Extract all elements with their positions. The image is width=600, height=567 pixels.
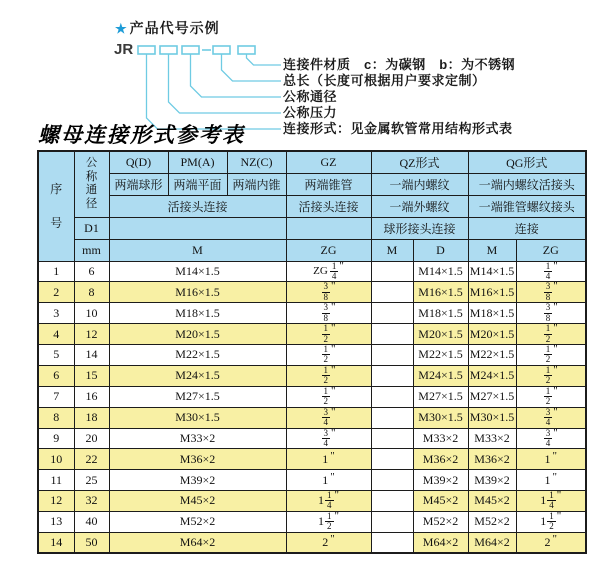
unit-d: D bbox=[413, 239, 468, 261]
cell-qz-d: M33×2 bbox=[413, 428, 468, 449]
table-row bbox=[38, 449, 586, 470]
cell-m-thread: M20×1.5 bbox=[109, 324, 286, 345]
cell-gz: 1 $\frac{1}{2}$ " bbox=[286, 511, 371, 532]
cell-seq: 13 bbox=[38, 511, 74, 532]
cell-qz-d: M36×2 bbox=[413, 449, 468, 470]
code-box-1 bbox=[138, 46, 155, 54]
header-row-1 bbox=[38, 151, 586, 173]
cell-m-thread: M14×1.5 bbox=[109, 261, 286, 282]
group-nzc: NZ(C) bbox=[227, 151, 286, 173]
table-row bbox=[38, 386, 586, 407]
ends-qg: 一端内螺纹活接头 bbox=[468, 173, 586, 195]
ends-nzc: 两端内锥 bbox=[227, 173, 286, 195]
product-code-prefix: JR bbox=[114, 41, 134, 58]
cell-qg-zg: $\frac{1}{2}$ " bbox=[516, 386, 586, 407]
cell-dn: 16 bbox=[74, 386, 109, 407]
unit-zg1: ZG bbox=[286, 239, 371, 261]
cell-seq: 14 bbox=[38, 532, 74, 553]
table-row bbox=[38, 303, 586, 324]
diagram-title bbox=[115, 18, 220, 38]
cell-dn: 40 bbox=[74, 511, 109, 532]
ends-gz: 两端锥管 bbox=[286, 173, 371, 195]
cell-qz-d: M39×2 bbox=[413, 470, 468, 491]
header-row-3 bbox=[38, 195, 586, 217]
cell-m-thread: M16×1.5 bbox=[109, 282, 286, 303]
nut-connection-reference-table bbox=[37, 150, 587, 554]
table-row bbox=[38, 511, 586, 532]
dn-char-2: 称 bbox=[85, 170, 98, 183]
cell-dn: 10 bbox=[74, 303, 109, 324]
cell-qg-zg: 1 $\frac{1}{2}$ " bbox=[516, 511, 586, 532]
cell-m-thread: M22×1.5 bbox=[109, 345, 286, 366]
cell-qz-m bbox=[371, 324, 413, 345]
cell-gz: 1 $\frac{1}{4}$ " bbox=[286, 490, 371, 511]
cell-m-thread: M30×1.5 bbox=[109, 407, 286, 428]
table-row bbox=[38, 365, 586, 386]
cell-gz: 1 " bbox=[286, 449, 371, 470]
col-header-d1: D1 bbox=[74, 217, 109, 239]
cell-qz-d: M20×1.5 bbox=[413, 324, 468, 345]
table-row bbox=[38, 345, 586, 366]
cell-gz: $\frac{1}{2}$ " bbox=[286, 345, 371, 366]
cell-qg-zg: 1 " bbox=[516, 470, 586, 491]
cell-seq: 6 bbox=[38, 365, 74, 386]
cell-dn: 20 bbox=[74, 428, 109, 449]
unit-m2: M bbox=[371, 239, 413, 261]
conn-union-2: 活接头连接 bbox=[286, 195, 371, 217]
table-row bbox=[38, 261, 586, 282]
cell-dn: 25 bbox=[74, 470, 109, 491]
cell-qz-d: M52×2 bbox=[413, 511, 468, 532]
star-icon: ★ bbox=[115, 21, 128, 36]
cell-seq: 4 bbox=[38, 324, 74, 345]
cell-qz-m bbox=[371, 386, 413, 407]
header-row-4 bbox=[38, 217, 586, 239]
cell-qg-m: M14×1.5 bbox=[468, 261, 516, 282]
seq-char-2: 号 bbox=[50, 216, 63, 231]
cell-qg-m: M22×1.5 bbox=[468, 345, 516, 366]
dn-char-4: 径 bbox=[85, 197, 98, 210]
cell-dn: 22 bbox=[74, 449, 109, 470]
cell-m-thread: M33×2 bbox=[109, 428, 286, 449]
cell-m-thread: M39×2 bbox=[109, 470, 286, 491]
cell-qz-d: M24×1.5 bbox=[413, 365, 468, 386]
cell-seq: 3 bbox=[38, 303, 74, 324]
cell-qg-m: M20×1.5 bbox=[468, 324, 516, 345]
cell-gz: $\frac{3}{4}$ " bbox=[286, 428, 371, 449]
cell-gz: 1 " bbox=[286, 470, 371, 491]
leader-line-length bbox=[222, 54, 282, 81]
cell-qg-m: M45×2 bbox=[468, 490, 516, 511]
table-row bbox=[38, 282, 586, 303]
dn-char-3: 通 bbox=[85, 184, 98, 197]
cell-qg-m: M16×1.5 bbox=[468, 282, 516, 303]
cell-seq: 7 bbox=[38, 386, 74, 407]
leader-line-pressure bbox=[169, 54, 282, 113]
cell-qz-m bbox=[371, 345, 413, 366]
table-row bbox=[38, 407, 586, 428]
leader-line-material bbox=[247, 54, 282, 65]
label-connector-material: 连接件材质 c：为碳钢 b：为不锈钢 bbox=[283, 57, 516, 72]
cell-seq: 12 bbox=[38, 490, 74, 511]
cell-qg-m: M52×2 bbox=[468, 511, 516, 532]
cell-seq: 1 bbox=[38, 261, 74, 282]
code-box-4 bbox=[213, 46, 230, 54]
cell-seq: 9 bbox=[38, 428, 74, 449]
cell-qz-m bbox=[371, 490, 413, 511]
group-qz: QZ形式 bbox=[371, 151, 468, 173]
cell-qz-m bbox=[371, 407, 413, 428]
code-box-5 bbox=[238, 46, 255, 54]
conn-ext-thread: 一端外螺纹 bbox=[371, 195, 468, 217]
cell-qg-m: M18×1.5 bbox=[468, 303, 516, 324]
cell-qg-zg: $\frac{3}{8}$ " bbox=[516, 303, 586, 324]
diagram-title-text: 产品代号示例 bbox=[129, 20, 220, 36]
table-title: 螺母连接形式参考表 bbox=[38, 122, 245, 147]
cell-qg-zg: $\frac{3}{4}$ " bbox=[516, 407, 586, 428]
cell-dn: 32 bbox=[74, 490, 109, 511]
cell-qz-m bbox=[371, 470, 413, 491]
ends-qd: 两端球形 bbox=[109, 173, 168, 195]
cell-m-thread: M24×1.5 bbox=[109, 365, 286, 386]
cell-gz: 2 " bbox=[286, 532, 371, 553]
group-pma: PM(A) bbox=[168, 151, 227, 173]
table-row bbox=[38, 532, 586, 553]
ends-qz: 一端内螺纹 bbox=[371, 173, 468, 195]
cell-qg-zg: $\frac{1}{2}$ " bbox=[516, 365, 586, 386]
cell-qz-d: M14×1.5 bbox=[413, 261, 468, 282]
cell-dn: 6 bbox=[74, 261, 109, 282]
cell-dn: 15 bbox=[74, 365, 109, 386]
table-row bbox=[38, 470, 586, 491]
cell-qz-m bbox=[371, 282, 413, 303]
conn-label: 连接 bbox=[468, 217, 586, 239]
cell-m-thread: M64×2 bbox=[109, 532, 286, 553]
cell-qg-m: M39×2 bbox=[468, 470, 516, 491]
cell-qg-zg: 1 " bbox=[516, 449, 586, 470]
cell-qg-zg: $\frac{3}{4}$ " bbox=[516, 428, 586, 449]
cell-qg-m: M30×1.5 bbox=[468, 407, 516, 428]
header-row-5 bbox=[38, 239, 586, 261]
cell-seq: 8 bbox=[38, 407, 74, 428]
group-qd: Q(D) bbox=[109, 151, 168, 173]
cell-gz: ZG $\frac{1}{4}$ " bbox=[286, 261, 371, 282]
label-nominal-pressure: 公称压力 bbox=[283, 105, 338, 120]
cell-qg-zg: $\frac{1}{2}$ " bbox=[516, 324, 586, 345]
cell-qg-zg: $\frac{1}{4}$ " bbox=[516, 261, 586, 282]
col-header-mm: mm bbox=[74, 239, 109, 261]
cell-qz-m bbox=[371, 532, 413, 553]
cell-m-thread: M45×2 bbox=[109, 490, 286, 511]
header-row-2 bbox=[38, 173, 586, 195]
cell-qg-m: M64×2 bbox=[468, 532, 516, 553]
cell-qg-m: M33×2 bbox=[468, 428, 516, 449]
cell-gz: $\frac{1}{2}$ " bbox=[286, 365, 371, 386]
conn-union-1: 活接头连接 bbox=[109, 195, 286, 217]
unit-zg2: ZG bbox=[516, 239, 586, 261]
cell-gz: $\frac{3}{8}$ " bbox=[286, 303, 371, 324]
cell-gz: $\frac{3}{8}$ " bbox=[286, 282, 371, 303]
leader-line-diameter bbox=[191, 54, 282, 97]
cell-qz-m bbox=[371, 365, 413, 386]
cell-qg-zg: 1 $\frac{1}{4}$ " bbox=[516, 490, 586, 511]
table-row bbox=[38, 428, 586, 449]
label-total-length: 总长（长度可根据用户要求定制） bbox=[283, 73, 486, 88]
cell-dn: 12 bbox=[74, 324, 109, 345]
cell-dn: 8 bbox=[74, 282, 109, 303]
cell-qz-m bbox=[371, 511, 413, 532]
cell-qz-d: M16×1.5 bbox=[413, 282, 468, 303]
group-gz: GZ bbox=[286, 151, 371, 173]
empty-cell bbox=[286, 217, 371, 239]
cell-qz-d: M64×2 bbox=[413, 532, 468, 553]
col-header-seq bbox=[38, 151, 74, 261]
cell-seq: 11 bbox=[38, 470, 74, 491]
table-row bbox=[38, 324, 586, 345]
conn-taper-thread: 一端锥管螺纹接头 bbox=[468, 195, 586, 217]
cell-qg-zg: $\frac{3}{8}$ " bbox=[516, 282, 586, 303]
conn-ball-joint: 球形接头连接 bbox=[371, 217, 468, 239]
empty-cell bbox=[109, 217, 286, 239]
cell-m-thread: M18×1.5 bbox=[109, 303, 286, 324]
cell-qz-m bbox=[371, 303, 413, 324]
cell-qg-zg: 2 " bbox=[516, 532, 586, 553]
cell-m-thread: M36×2 bbox=[109, 449, 286, 470]
cell-qz-m bbox=[371, 449, 413, 470]
label-nominal-diameter: 公称通径 bbox=[283, 89, 338, 104]
cell-qz-m bbox=[371, 428, 413, 449]
cell-qz-d: M18×1.5 bbox=[413, 303, 468, 324]
code-box-3 bbox=[182, 46, 199, 54]
cell-qz-d: M22×1.5 bbox=[413, 345, 468, 366]
cell-gz: $\frac{1}{2}$ " bbox=[286, 386, 371, 407]
dn-char-1: 公 bbox=[85, 157, 98, 170]
code-box-2 bbox=[160, 46, 177, 54]
cell-qg-m: M36×2 bbox=[468, 449, 516, 470]
unit-m1: M bbox=[109, 239, 286, 261]
unit-m3: M bbox=[468, 239, 516, 261]
label-connection-form: 连接形式：见金属软管常用结构形式表 bbox=[283, 121, 513, 136]
cell-qg-m: M24×1.5 bbox=[468, 365, 516, 386]
group-qg: QG形式 bbox=[468, 151, 586, 173]
table-row bbox=[38, 490, 586, 511]
cell-dn: 18 bbox=[74, 407, 109, 428]
cell-dn: 14 bbox=[74, 345, 109, 366]
cell-qg-zg: $\frac{1}{2}$ " bbox=[516, 345, 586, 366]
cell-qz-d: M30×1.5 bbox=[413, 407, 468, 428]
cell-seq: 10 bbox=[38, 449, 74, 470]
cell-m-thread: M27×1.5 bbox=[109, 386, 286, 407]
cell-qg-m: M27×1.5 bbox=[468, 386, 516, 407]
cell-qz-d: M27×1.5 bbox=[413, 386, 468, 407]
cell-dn: 50 bbox=[74, 532, 109, 553]
cell-qz-m bbox=[371, 261, 413, 282]
seq-char-1: 序 bbox=[50, 182, 63, 197]
cell-gz: $\frac{1}{2}$ " bbox=[286, 324, 371, 345]
cell-seq: 5 bbox=[38, 345, 74, 366]
ends-pma: 两端平面 bbox=[168, 173, 227, 195]
cell-m-thread: M52×2 bbox=[109, 511, 286, 532]
cell-seq: 2 bbox=[38, 282, 74, 303]
cell-gz: $\frac{3}{4}$ " bbox=[286, 407, 371, 428]
col-header-dn bbox=[74, 151, 109, 217]
cell-qz-d: M45×2 bbox=[413, 490, 468, 511]
